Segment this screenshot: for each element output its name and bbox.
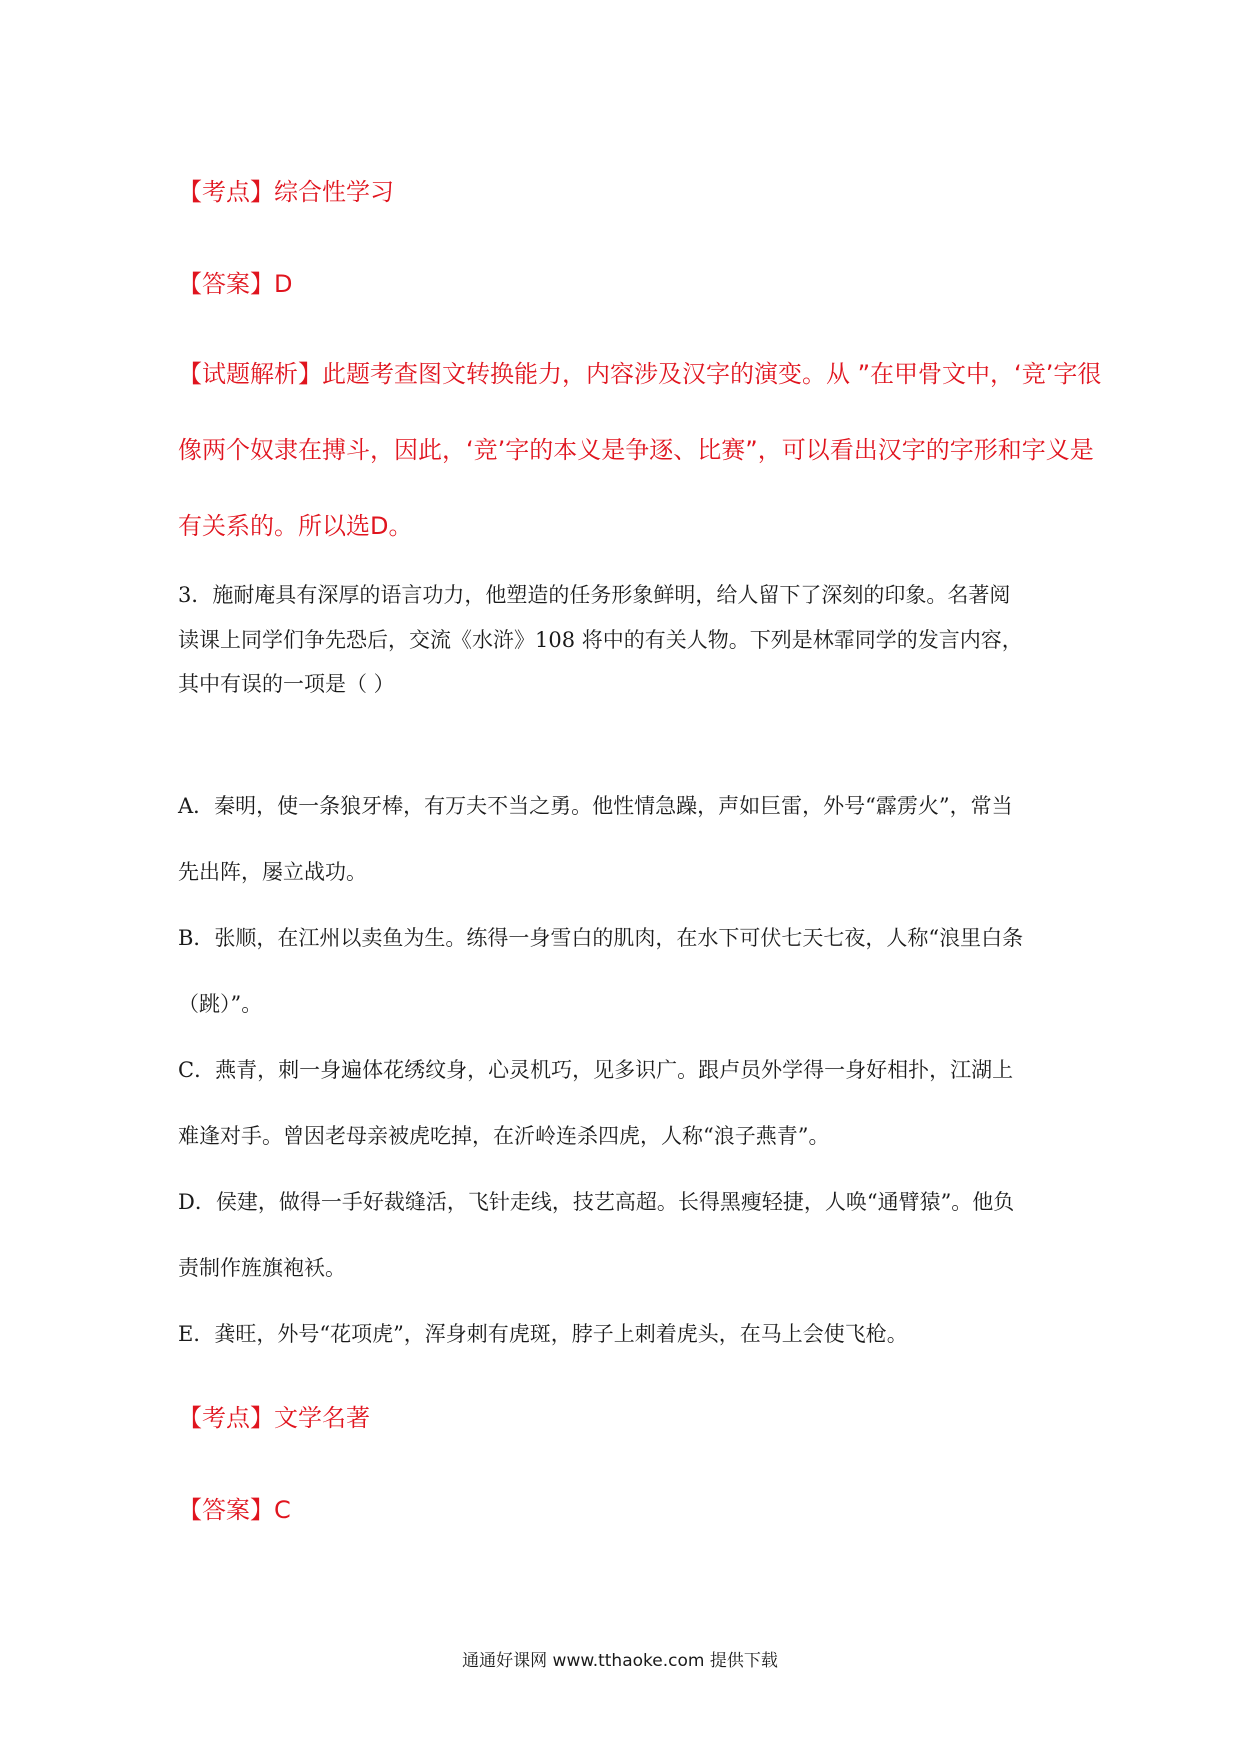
question-line-2: 读课上同学们争先恐后，交流《水浒》108 将中的有关人物。下列是林霏同学的发言内容， [178,628,1023,652]
analysis-line-1: 【试题解析】此题考查图文转换能力，内容涉及汉字的演变。从 ”在甲骨文中，‘竞’字很 [178,360,1102,388]
kaodian-heading-1: 【考点】综合性学习 [178,178,394,206]
option-a-line-2: 先出阵，屡立战功。 [178,860,367,884]
option-e-line-1: E．龚旺，外号“花项虎”，浑身刺有虎斑，脖子上刺着虎头，在马上会使飞枪。 [178,1322,908,1346]
option-a-line-1: A．秦明，使一条狼牙棒，有万夫不当之勇。他性情急躁，声如巨雷，外号“霹雳火”，常当 [178,794,1013,818]
option-d-line-1: D．侯建，做得一手好裁缝活，飞针走线，技艺高超。长得黑瘦轻捷，人唤“通臂猿”。他负 [178,1190,1015,1214]
answer-heading-1: 【答案】D [178,270,293,298]
option-c-line-2: 难逢对手。曾因老母亲被虎吃掉，在沂岭连杀四虎，人称“浪子燕青”。 [178,1124,830,1148]
kaodian-heading-2: 【考点】文学名著 [178,1404,370,1432]
page-footer: 通通好课网 www.tthaoke.com 提供下载 [462,1651,778,1671]
answer-heading-2: 【答案】C [178,1496,291,1524]
option-d-line-2: 责制作旌旗袍袄。 [178,1256,346,1280]
analysis-line-2: 像两个奴隶在搏斗，因此，‘竞’字的本义是争逐、比赛”，可以看出汉字的字形和字义是 [178,436,1094,464]
question-line-1: 3．施耐庵具有深厚的语言功力，他塑造的任务形象鲜明，给人留下了深刻的印象。名著阅 [178,583,1011,607]
question-line-3: 其中有误的一项是（ ） [178,672,395,696]
analysis-line-3: 有关系的。所以选D。 [178,512,413,540]
option-b-line-1: B．张顺，在江州以卖鱼为生。练得一身雪白的肌肉，在水下可伏七天七夜，人称“浪里白条 [178,926,1024,950]
option-c-line-1: C．燕青，刺一身遍体花绣纹身，心灵机巧，见多识广。跟卢员外学得一身好相扑，江湖上 [178,1058,1014,1082]
option-b-line-2: （跳）”。 [178,992,263,1016]
